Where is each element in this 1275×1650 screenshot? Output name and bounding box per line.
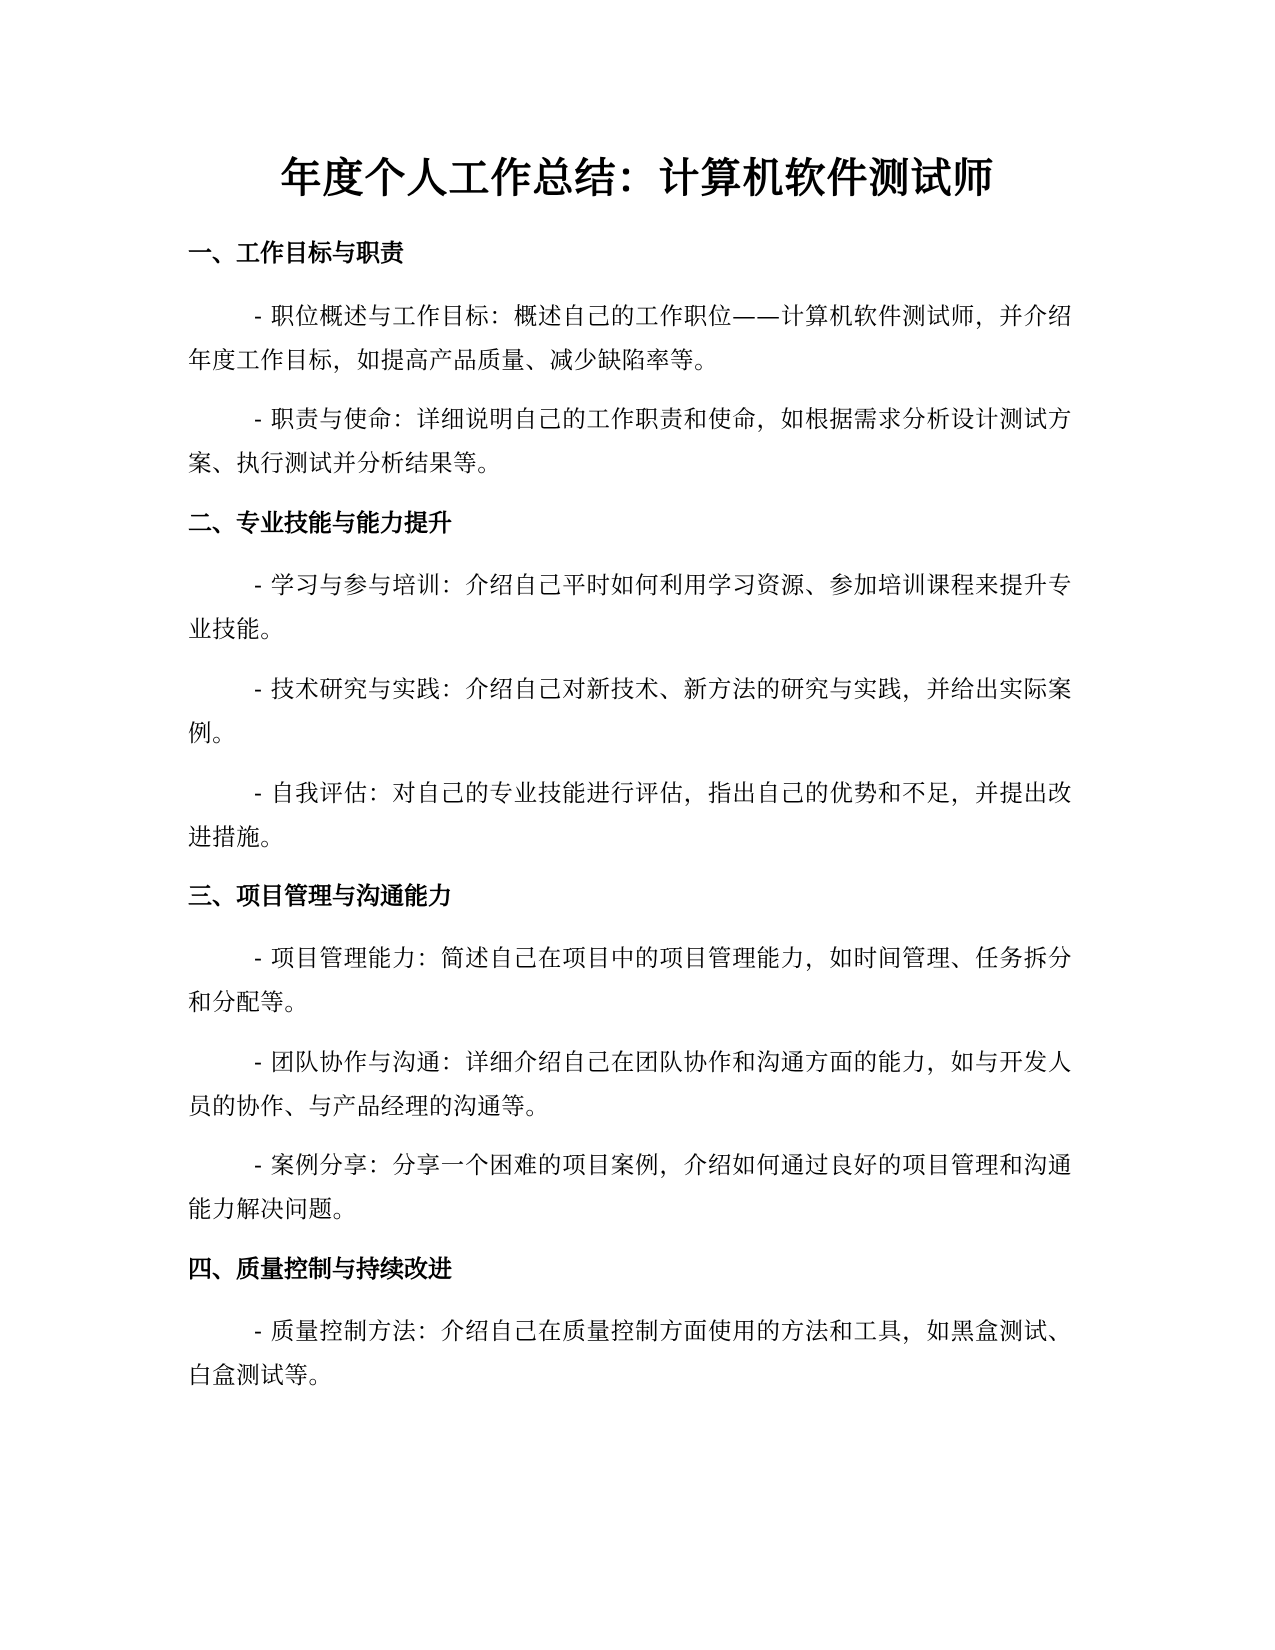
section-heading: 一、工作目标与职责 [188, 239, 404, 267]
section-heading: 三、项目管理与沟通能力 [188, 882, 452, 910]
paragraph: - 技术研究与实践：介绍自己对新技术、新方法的研究与实践，并给出实际案例。 [188, 675, 1072, 747]
paragraph: - 团队协作与沟通：详细介绍自己在团队协作和沟通方面的能力，如与开发人员的协作、与产品经理的沟通等。 [188, 1048, 1072, 1120]
section-heading: 四、质量控制与持续改进 [188, 1255, 452, 1283]
paragraph: - 自我评估：对自己的专业技能进行评估，指出自己的优势和不足，并提出改进措施。 [188, 779, 1072, 851]
section-heading: 二、专业技能与能力提升 [188, 509, 452, 537]
paragraph: - 案例分享：分享一个困难的项目案例，介绍如何通过良好的项目管理和沟通能力解决问题。 [188, 1151, 1072, 1223]
paragraph: - 学习与参与培训：介绍自己平时如何利用学习资源、参加培训课程来提升专业技能。 [188, 571, 1072, 643]
document-title: 年度个人工作总结：计算机软件测试师 [280, 154, 995, 202]
paragraph: - 职责与使命：详细说明自己的工作职责和使命，如根据需求分析设计测试方案、执行测试并分析结果等。 [188, 405, 1072, 477]
paragraph: - 项目管理能力：简述自己在项目中的项目管理能力，如时间管理、任务拆分和分配等。 [188, 944, 1072, 1016]
paragraph: - 职位概述与工作目标：概述自己的工作职位——计算机软件测试师，并介绍年度工作目标，如提高产品质量、减少缺陷率等。 [188, 302, 1072, 374]
paragraph: - 质量控制方法：介绍自己在质量控制方面使用的方法和工具，如黑盒测试、白盒测试等。 [188, 1317, 1072, 1389]
